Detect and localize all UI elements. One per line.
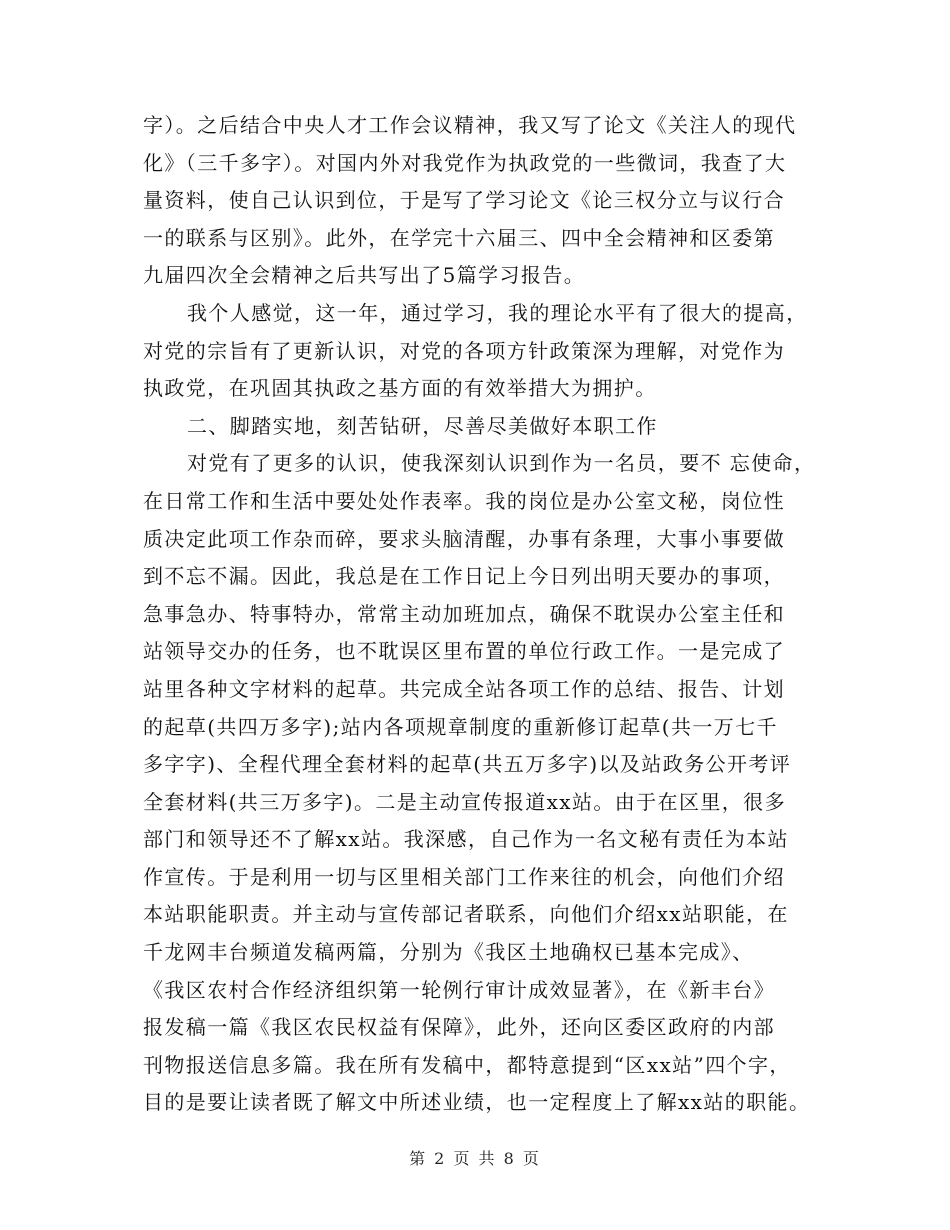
text-line: 目的是要让读者既了解文中所述业绩，也一定程度上了解xx站的职能。	[143, 1090, 811, 1115]
text-line: 到不忘不漏。因此，我总是在工作日记上今日列出明天要办的事项，	[143, 564, 785, 589]
text-line: 站里各种文字材料的起草。共完成全站各项工作的总结、报告、计划	[143, 676, 785, 701]
text-line: 执政党，在巩固其执政之基方面的有效举措大为拥护。	[143, 376, 657, 401]
text-line: 作宣传。于是利用一切与区里相关部门工作来往的机会，向他们介绍	[143, 864, 785, 889]
text-line: 本站职能职责。并主动与宣传部记者联系，向他们介绍xx站职能，在	[143, 902, 789, 927]
text-line: 化》（三千多字）。对国内外对我党作为执政党的一些微词，我查了大	[143, 150, 787, 175]
text-line: 质决定此项工作杂而碎，要求头脑清醒，办事有条理，大事小事要做	[143, 526, 785, 551]
text-line: 报发稿一篇《我区农民权益有保障》，此外，还向区委区政府的内部	[143, 1015, 775, 1040]
text-line: 对党有了更多的认识，使我深刻认识到作为一名员，要不 忘使命，	[187, 451, 816, 476]
text-line: 我个人感觉，这一年，通过学习，我的理论水平有了很大的提高，	[187, 300, 808, 325]
text-line: 九届四次全会精神之后共写出了5篇学习报告。	[143, 263, 586, 288]
text-line: 多字字)、全程代理全套材料的起草(共五万多字)以及站政务公开考评	[143, 752, 792, 777]
body-text	[143, 107, 823, 1122]
text-line: 的起草(共四万多字);站内各项规章制度的重新修订起草(共一万七千	[143, 714, 778, 739]
text-line: 部门和领导还不了解xx站。我深感，自己作为一名文秘有责任为本站	[143, 827, 789, 852]
page-footer: 第 2 页 共 8 页	[409, 1149, 541, 1168]
text-line: 二、脚踏实地，刻苦钻研，尽善尽美做好本职工作	[187, 413, 658, 438]
text-line: 急事急办、特事特办，常常主动加班加点，确保不耽误办公室主任和	[143, 601, 785, 626]
text-line: 站领导交办的任务，也不耽误区里布置的单位行政工作。一是完成了	[143, 639, 785, 664]
text-line: 量资料，使自己认识到位，于是写了学习论文《论三权分立与议行合	[143, 188, 785, 213]
text-line: 全套材料(共三万多字)。二是主动宣传报道xx站。由于在区里，很多	[143, 789, 786, 814]
text-line: 在日常工作和生活中要处处作表率。我的岗位是办公室文秘，岗位性	[143, 488, 785, 513]
text-line: 字）。之后结合中央人才工作会议精神，我又写了论文《关注人的现代	[143, 113, 797, 137]
text-line: 《我区农村合作经济组织第一轮例行审计成效显著》，在《新丰台》	[143, 977, 775, 1002]
text-line: 刊物报送信息多篇。我在所有发稿中，都特意提到“区xx站”四个字，	[143, 1052, 791, 1077]
text-line: 一的联系与区别》。此外，在学完十六届三、四中全会精神和区委第	[143, 225, 775, 250]
text-line: 对党的宗旨有了更新认识，对党的各项方针政策深为理解，对党作为	[143, 338, 785, 363]
text-line: 千龙网丰台频道发稿两篇，分别为《我区土地确权已基本完成》、	[143, 940, 754, 965]
